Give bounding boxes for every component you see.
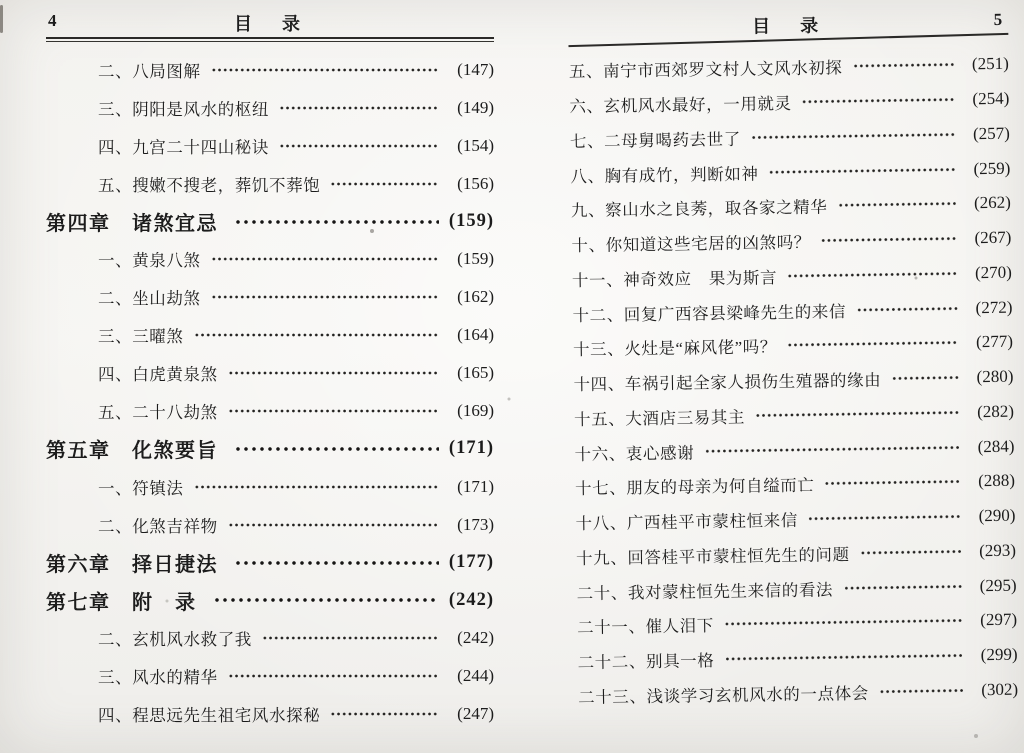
right-page (512, 0, 1024, 753)
toc-dot-leader (824, 473, 960, 493)
left-page-header (46, 10, 494, 34)
toc-dot-leader (279, 137, 439, 155)
toc-dot-leader (228, 364, 439, 382)
toc-dot-leader (211, 61, 439, 79)
toc-entry (46, 89, 494, 127)
toc-entry-title: 五、南宁市西郊罗文村人文风水初探 (568, 58, 843, 82)
toc-entry-title: 十二、回复广西容县梁峰先生的来信 (572, 301, 847, 325)
toc-entry-title: 十一、神奇效应 果为斯言 (571, 268, 778, 291)
toc-dot-leader (279, 99, 439, 117)
toc-entry-title: 二、坐山劫煞 (98, 289, 201, 309)
toc-entry-title: 二、玄机风水救了我 (98, 630, 252, 650)
toc-entry-page: (267) (974, 227, 1012, 248)
toc-entry-title: 十六、衷心感谢 (574, 443, 695, 464)
toc-entry-title: 四、程思远先生祖宅风水探秘 (98, 706, 321, 726)
toc-dot-leader (755, 403, 959, 424)
toc-entry-page: (299) (980, 644, 1018, 665)
left-toc-list (46, 51, 494, 733)
toc-entry-title: 一、符镇法 (98, 478, 184, 498)
toc-entry-title: 二十、我对蒙柱恒先生来信的看法 (576, 580, 834, 603)
toc-entry-page: (270) (974, 262, 1013, 283)
toc-entry-page: (284) (977, 436, 1015, 456)
toc-dot-leader (787, 334, 958, 355)
toc-entry (578, 672, 1018, 713)
toc-entry (46, 619, 494, 657)
toc-dot-leader (808, 508, 961, 528)
toc-entry-page: (171) (448, 438, 494, 459)
toc-dot-leader (724, 647, 962, 669)
toc-entry-title: 二十一、催人泪下 (576, 616, 715, 638)
toc-entry-page: (297) (980, 610, 1018, 630)
toc-entry-page: (288) (978, 471, 1016, 491)
toc-entry-page: (254) (972, 88, 1010, 109)
toc-entry-page: (262) (973, 193, 1011, 213)
toc-entry (46, 392, 494, 430)
toc-dot-leader (330, 175, 439, 193)
toc-entry-title: 三、三曜煞 (98, 327, 184, 347)
toc-dot-leader (330, 705, 439, 723)
right-page-number: 5 (993, 9, 1003, 29)
toc-entry-title: 十四、车祸引起全家人损伤生殖器的缘由 (573, 370, 882, 395)
toc-entry-page: (244) (457, 666, 494, 686)
right-toc-list (569, 47, 1019, 714)
toc-entry-page: (169) (457, 400, 494, 420)
scan-edge-smudge (0, 5, 3, 33)
toc-dot-leader (787, 264, 957, 285)
toc-entry-title: 十五、大酒店三易其主 (573, 407, 746, 430)
toc-entry (46, 468, 494, 506)
toc-entry (46, 316, 494, 354)
toc-entry-title: 八、胸有成竹，判断如神 (570, 164, 759, 186)
toc-entry (46, 581, 494, 619)
toc-entry (46, 430, 494, 468)
toc-dot-leader (194, 326, 440, 344)
toc-entry-page: (272) (975, 297, 1013, 317)
toc-entry (46, 506, 494, 544)
toc-entry (46, 165, 494, 203)
toc-entry (46, 544, 494, 582)
toc-dot-leader (234, 552, 439, 574)
toc-entry-page: (171) (457, 476, 494, 496)
toc-entry-title: 二十三、浅谈学习玄机风水的一点体会 (578, 683, 869, 708)
toc-dot-leader (724, 612, 962, 634)
toc-entry-title: 四、九宫二十四山秘诀 (98, 137, 269, 157)
toc-dot-leader (821, 230, 957, 250)
toc-entry-title: 十九、回答桂平市蒙柱恒先生的问题 (575, 545, 850, 569)
toc-entry-title: 二、八局图解 (98, 61, 201, 81)
toc-entry-page: (302) (981, 679, 1019, 700)
toc-dot-leader (262, 629, 439, 647)
toc-dot-leader (768, 160, 955, 181)
toc-entry-page: (159) (457, 249, 494, 269)
toc-entry-title: 第四章 诸煞宜忌 (46, 213, 218, 235)
toc-entry-page: (156) (457, 173, 494, 193)
toc-dot-leader (704, 438, 960, 460)
toc-dot-leader (228, 402, 439, 420)
toc-entry-title: 七、二母舅喝药去世了 (569, 129, 742, 152)
toc-dot-leader (891, 369, 958, 388)
toc-entry-title: 第五章 化煞要旨 (46, 440, 218, 463)
toc-entry-page: (242) (457, 628, 494, 648)
toc-dot-leader (211, 250, 439, 268)
toc-entry-page: (293) (979, 540, 1017, 561)
toc-entry-title: 十八、广西桂平市蒙柱恒来信 (575, 511, 798, 534)
toc-entry-title: 第六章 择日捷法 (46, 554, 218, 577)
toc-entry-title: 二十二、别具一格 (577, 651, 715, 673)
left-page-content (46, 10, 494, 733)
toc-dot-leader (751, 125, 955, 146)
toc-entry (46, 695, 494, 733)
toc-dot-leader (843, 577, 962, 597)
toc-dot-leader (879, 681, 964, 700)
toc-entry-title: 六、玄机风水最好，一用就灵 (569, 94, 792, 117)
toc-dot-leader (211, 288, 439, 306)
toc-entry-page: (251) (971, 54, 1009, 74)
toc-entry-page: (290) (978, 505, 1016, 526)
left-header-rule (46, 37, 494, 42)
left-page-number: 4 (48, 11, 57, 30)
toc-entry-page: (162) (457, 287, 494, 307)
toc-entry-page: (159) (448, 211, 494, 231)
toc-dot-leader (860, 542, 962, 562)
toc-entry-title: 二、化煞吉祥物 (98, 516, 218, 536)
left-header-title: 目 录 (234, 14, 306, 34)
toc-entry-page: (280) (976, 366, 1014, 387)
toc-entry-title: 四、白虎黄泉煞 (98, 365, 218, 385)
toc-entry-title: 九、察山水之良莠，取各家之精华 (570, 197, 828, 221)
right-page-content (568, 9, 1018, 714)
toc-entry-page: (164) (457, 325, 494, 345)
toc-entry (46, 278, 494, 316)
toc-entry-page: (154) (457, 135, 494, 155)
toc-entry-title: 第七章 附 录 (46, 591, 197, 614)
toc-dot-leader (234, 438, 439, 460)
toc-entry-page: (165) (457, 363, 494, 383)
toc-entry (46, 127, 494, 165)
toc-entry-page: (173) (457, 514, 494, 534)
toc-entry (46, 240, 494, 278)
toc-dot-leader (194, 478, 440, 496)
toc-dot-leader (852, 56, 954, 76)
toc-entry (46, 203, 494, 241)
toc-entry-title: 十七、朋友的母亲为何自缢而亡 (574, 476, 815, 499)
toc-entry-page: (149) (457, 97, 494, 117)
toc-dot-leader (234, 211, 439, 233)
right-header-title: 目 录 (752, 15, 825, 37)
toc-entry (46, 657, 494, 695)
toc-entry-page: (177) (448, 552, 494, 573)
toc-entry-page: (259) (973, 158, 1011, 178)
toc-entry-page: (242) (448, 589, 494, 610)
toc-dot-leader (228, 667, 439, 685)
toc-entry-title: 五、搜嫩不搜老，葬饥不葬饱 (98, 175, 321, 195)
toc-entry-page: (282) (976, 401, 1015, 422)
toc-dot-leader (802, 91, 955, 111)
toc-dot-leader (837, 195, 956, 215)
toc-dot-leader (213, 589, 440, 611)
toc-dot-leader (228, 516, 439, 534)
toc-entry (46, 51, 494, 89)
toc-entry-page: (277) (975, 332, 1014, 352)
toc-entry-title: 十三、火灶是“麻风佬”吗？ (572, 337, 778, 360)
toc-entry-title: 一、黄泉八煞 (98, 251, 201, 271)
toc-entry (46, 354, 494, 392)
toc-entry-title: 三、风水的精华 (98, 668, 218, 688)
toc-entry-title: 十、你知道这些宅居的凶煞吗？ (571, 232, 811, 256)
toc-entry-page: (247) (457, 704, 494, 724)
toc-entry-title: 三、阴阳是风水的枢纽 (98, 99, 269, 119)
toc-entry-page: (257) (972, 123, 1010, 144)
toc-entry-title: 五、二十八劫煞 (98, 402, 218, 422)
toc-entry-page: (147) (457, 59, 494, 79)
toc-entry-page: (295) (979, 575, 1017, 595)
toc-dot-leader (856, 299, 958, 319)
